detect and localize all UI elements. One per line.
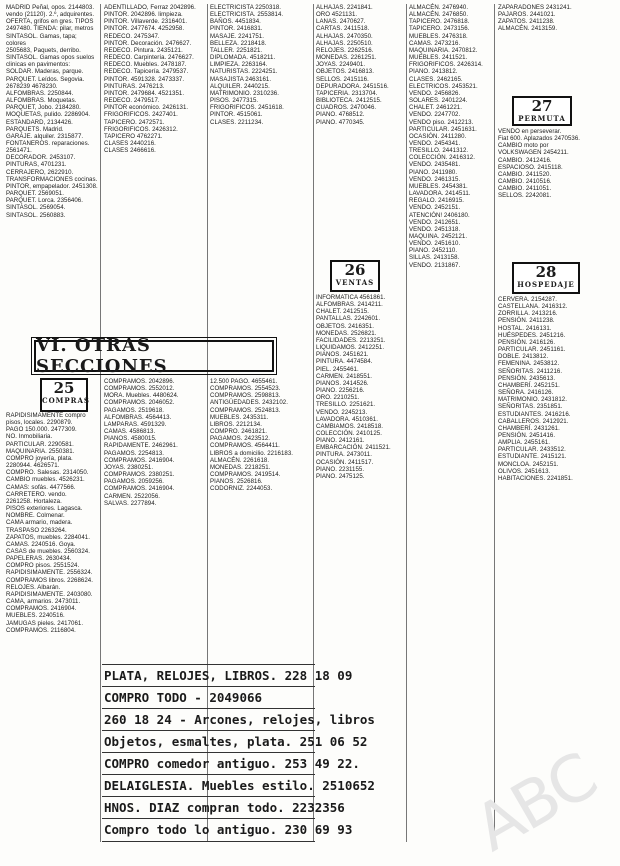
classified-ad: TRASPASO 2263264.: [6, 526, 67, 534]
classified-ad: LIQUIDAMOS. 2412251.: [316, 344, 385, 352]
classified-ad: ESTANDARD, 2134426.: [6, 118, 73, 126]
classified-ad: SOLARES. 2401224.: [409, 97, 468, 105]
classified-ad: CLASES. 2211234.: [210, 118, 264, 126]
classified-ad: DECORADOR. 2453107.: [6, 154, 76, 162]
classified-ad: 2280944. 4626571.: [6, 462, 60, 470]
classified-ad: 2505683, Paquets, derribo.: [6, 46, 81, 54]
classified-ad: DOBLE. 2413812.: [498, 353, 549, 361]
classified-ad: PIANOS. 2526816.: [210, 478, 263, 486]
classified-ad: pisos, locales. 2290879.: [6, 419, 73, 427]
classified-ad: clinicas en pavimentos:: [6, 61, 71, 69]
classified-ad: HUÉSPEDES. 2451216.: [498, 331, 566, 339]
classified-ad: LANAS. 2470627.: [316, 18, 366, 26]
classified-ad: RAPIDAMENTE. 2462961.: [104, 442, 178, 450]
classified-ad: DEPURADORA. 2451516.: [316, 82, 389, 90]
classified-ad: COMPRAMOS. 2598813.: [210, 392, 281, 400]
classified-ad: 2497480. TIENDA: pilar, metros: [6, 25, 94, 33]
classified-ad: SELLOS. 2242081.: [498, 192, 552, 200]
section-26-badge: [330, 260, 380, 292]
classified-ad: PINTOR. 2477674. 4252958.: [104, 25, 185, 33]
classified-ad: ZAPATOS. 2411238.: [498, 18, 555, 26]
classified-ad: VENDO. 2131867.: [409, 261, 461, 269]
classified-ad: ALHAJAS. 2470350.: [316, 32, 373, 40]
classified-ad: PIANO. 2412161.: [316, 437, 365, 445]
column-rule: [406, 4, 407, 842]
classified-ad: NOMBRE. Colmenar.: [6, 512, 65, 520]
section-label: COMPRAS: [42, 396, 90, 405]
classified-ad: PINTOR. 4591328. 2473337.: [104, 75, 185, 83]
section-banner: VI. OTRAS SECCIONES: [34, 340, 274, 372]
classified-ad: MAQUINA. 2452121.: [409, 233, 468, 240]
classified-ad: COLECCIÓN. 2410125.: [316, 429, 382, 437]
classified-ad: FRIGORIFICOS. 2451618.: [210, 104, 284, 112]
classified-ad: CERVERA. 2154287.: [498, 296, 558, 303]
classified-ad: CAMBIO. 2410516.: [498, 178, 552, 186]
classified-ad: LIBROS. 2212134.: [210, 420, 262, 428]
classified-ad: CAMAS: sofás. 4477566.: [6, 483, 76, 491]
classified-ad: REGALO. 2416915.: [409, 197, 465, 205]
classified-ad: NATURISTAS. 2224251.: [210, 68, 278, 76]
classified-ad: LIBROS a domicilio. 2216183.: [210, 449, 294, 457]
watermark: ABC: [462, 739, 609, 866]
classified-ad: FEMENINA. 2453812.: [498, 360, 560, 368]
classified-ad: COMPRO. 2461821.: [210, 428, 268, 436]
classified-ad: CUADROS. 2470046.: [316, 104, 377, 112]
classified-ad: COMPRAMOS. 2416904.: [104, 485, 175, 493]
classified-ad: MASAJE. 2241751.: [210, 32, 264, 40]
display-ad: COMPRO TODO - 2049066: [102, 686, 315, 709]
classified-ad: REDECO. Carpintería. 2476627.: [104, 54, 194, 62]
classified-ad: COMPRAMOS. 2042896.: [104, 378, 175, 385]
classified-ad: CARMEN. 2418551.: [316, 372, 373, 380]
classified-ad: ALFOMBRAS. 2414211.: [316, 301, 383, 309]
classified-ad: ADENTILLADO, Ferraz 2042896.: [104, 4, 196, 11]
classified-ad: PARQUETS. Madrid.: [6, 125, 64, 133]
column-6-top: [498, 4, 616, 94]
classified-ad: MUEBLES. 2476318.: [409, 32, 468, 40]
classified-ad: PAGAMOS. 2254813.: [104, 449, 165, 457]
classified-ad: COMPRO joyería, plata.: [6, 454, 73, 462]
classified-ad: HOSTAL. 2416131.: [498, 324, 552, 332]
classified-ad: PENSIÓN. 2451416.: [498, 431, 556, 439]
display-ad: Objetos, esmaltes, plata. 251 06 52: [102, 730, 315, 753]
classified-ad: PIANOS. 2414526.: [316, 379, 369, 387]
classified-ad: 2261258. Hortaleza.: [6, 497, 62, 505]
classified-ad: SINTASOL. Gamas, tapa; colores: [6, 32, 77, 47]
classified-ad: ALHAJAS. 2250510.: [316, 39, 373, 47]
classified-ad: COMPRAMOS. 2116804.: [6, 626, 76, 634]
column-5: [409, 4, 492, 842]
classified-ad: SOLDAR. Maderas, parque.: [6, 68, 84, 76]
classified-ad: BAÑOS. 4451834.: [210, 18, 261, 26]
classified-ad: REDECO. Muebles. 2478187.: [104, 61, 187, 69]
classified-ad: PIANO. 4770345.: [316, 118, 365, 126]
classified-ad: OLIVOS. 2451613.: [498, 467, 551, 475]
classified-ad: COMPRAMOS. 2046052.: [104, 399, 175, 407]
classified-ad: CARMEN. 2522056.: [104, 492, 161, 500]
column-4-top: [316, 4, 404, 232]
classified-ad: MUEBLES. 2435311.: [210, 413, 269, 421]
classified-ad: VENDO. 2435481.: [409, 161, 461, 169]
classified-ad: PARTICULAR. 2451161.: [498, 346, 566, 354]
classified-ad: PIANO. 4768512.: [316, 111, 365, 119]
classified-ad: PIANOS. 2451621.: [316, 351, 369, 359]
classified-ad: PINTURA. 4474584.: [316, 358, 373, 366]
classified-ad: CAMBIO moto por: [498, 142, 549, 150]
classified-ad: MOQUETAS, pulido. 2286904.: [6, 111, 91, 119]
classified-ad: COMPRAMOS. 2419514.: [210, 471, 281, 479]
display-ad: 260 18 24 - Arcones, relojes, libros: [102, 708, 315, 731]
classified-ad: MASAJISTA 2463161.: [210, 75, 272, 83]
classified-ad: VENDO. 2454341.: [409, 139, 461, 147]
column-1-bottom: [6, 412, 98, 842]
classified-ad: CLASES. 2462165.: [409, 75, 463, 83]
classified-ad: PAPELERAS. 2630434.: [6, 555, 72, 563]
classified-ad: MONEDAS. 2261251.: [316, 54, 377, 62]
classified-ad: PIANO. 2231155.: [316, 465, 365, 473]
classified-ad: PAGAMOS. 2423512.: [210, 435, 271, 443]
classified-ad: ALQUILER. 2440215.: [210, 82, 270, 90]
classified-ad: PINTOR. 2042896. limpieza.: [104, 11, 183, 19]
classified-ad: PIANO. 2413812.: [409, 68, 458, 76]
classified-ad: ESTUDIANTES. 2416216.: [498, 410, 571, 418]
classified-ad: PINTURA. 2473011.: [316, 451, 372, 459]
classified-ad: CAMA armario, madera.: [6, 519, 73, 527]
classified-ad: MADRID Peñal, opos. 2144803.: [6, 4, 95, 11]
classified-ad: HABITACIONES. 2241851.: [498, 474, 573, 482]
classified-ad: ALFOMBRAS. 2250844.: [6, 89, 74, 97]
classified-ad: ORO 4521131.: [316, 11, 358, 19]
classified-ad: VENDO. 2452151.: [409, 204, 461, 212]
classified-ad: PAGAMOS. 2519618.: [104, 406, 165, 414]
classified-ad: MAQUINARIA. 2550381.: [6, 447, 75, 455]
display-ad: Compro todo lo antiguo. 230 69 93: [102, 818, 315, 842]
section-number: 25: [53, 379, 75, 397]
classified-ad: SEÑORITAS. 2411216.: [498, 367, 563, 375]
section-number: 28: [535, 263, 557, 281]
classified-ad: REDECO. Tapicería. 2479537.: [104, 68, 189, 76]
classified-ad: COMPRAMOS. 2380251.: [104, 471, 175, 479]
classified-ad: TAPICERO. 2472571.: [104, 118, 165, 126]
classified-ad: COMPRAMOS libros. 2268624.: [6, 576, 93, 584]
section-25-badge: [40, 378, 88, 412]
column-2-top: [104, 4, 205, 338]
classified-ad: PINTOR. Villaverde. 2316401.: [104, 18, 188, 26]
classified-ad: CAMAS. 2473216.: [409, 39, 461, 47]
display-ad: DELAIGLESIA. Muebles estilo. 2510652: [102, 774, 315, 797]
classified-ad: PIANO. 2256216.: [316, 387, 365, 395]
classified-ad: VENDO. 2456826.: [409, 89, 461, 97]
section-28-badge: [512, 262, 580, 294]
classified-ad: PENSIÓN. 2416126.: [498, 338, 556, 346]
classified-ad: MONEDAS. 2526821.: [316, 329, 377, 337]
classified-ad: FONTANEROS. reparaciones. 2561471.: [6, 139, 90, 155]
classified-ad: MUEBLES. 2454381.: [409, 182, 468, 190]
section-label: PERMUTA: [518, 114, 566, 123]
classified-ad: RELOJES. 2262516.: [316, 46, 374, 54]
classified-ad: CARTAS. 2411518.: [316, 25, 370, 33]
classified-ad: vendo (21120). 2.º, adquirentes.: [6, 11, 95, 19]
classified-ad: PARQUET, Jobo. 2184280.: [6, 104, 81, 112]
classified-ad: PENSIÓN. 2411238.: [498, 317, 555, 325]
classified-ad: RAPIDISIMAMENTE compro: [6, 412, 86, 419]
classified-ad: TAPICERO 4762271.: [104, 132, 163, 140]
classified-ad: 2678239 4678230.: [6, 82, 58, 90]
column-4-bottom: [316, 294, 404, 842]
classified-ad: COLECCIÓN. 2416312.: [409, 154, 475, 162]
classified-ad: PINTURAS. 2476213.: [104, 82, 165, 90]
classified-ad: MUEBLES. 2240516.: [6, 612, 65, 620]
classified-ad: CAMBIO. 2411520.: [498, 170, 552, 178]
classified-ad: TAPICERIA. 2313704.: [316, 89, 378, 97]
classified-ad: MONCLOA. 2452151.: [498, 460, 559, 468]
classified-ad: PIANO. 2411980.: [409, 168, 458, 176]
classified-ad: ALMACÉN. 2476850.: [409, 11, 469, 19]
classified-ad: VENDO en perseverar.: [498, 128, 562, 135]
classified-ad: PARQUET. Leídos. Segovia.: [6, 75, 85, 83]
classified-ad: MATRIMONIO. 2431812.: [498, 396, 567, 404]
classified-ad: PISOS exteriores. Lagasca.: [6, 505, 83, 513]
classified-ad: OFERTA, grifos en gres. TIPOS: [6, 18, 94, 26]
classified-ad: ZAPARADONES 2431241.: [498, 4, 572, 11]
classified-ad: CLASES 2466616.: [104, 147, 156, 155]
classified-ad: EMBARCACIÓN. 2411521.: [316, 444, 391, 452]
classified-ad: ANTIGÜEDADES. 2432102.: [210, 399, 288, 407]
classified-ad: PARTICULAR. 2290581.: [6, 440, 74, 448]
classified-ad: CHAMBERÍ. 2452151.: [498, 381, 560, 389]
classified-ad: ESTUDIANTE. 2415121.: [498, 453, 567, 461]
classified-ad: COMPRAMOS. 2416904.: [104, 456, 175, 464]
classified-ad: TRANSFORMACIONES cocinas.: [6, 175, 98, 183]
classified-ad: CAMBIO. 2412416.: [498, 156, 552, 164]
classified-ad: JOYAS. 2380251.: [104, 463, 154, 471]
classified-ad: ALHAJAS. 2241841.: [316, 4, 373, 11]
classified-ad: PAGO 150.000. 2477309.: [6, 426, 77, 434]
section-number: 26: [344, 261, 366, 279]
classified-ad: CHAMBERÍ. 2431261.: [498, 424, 560, 432]
classified-ad: RAPIDISIMAMENTE. 2403080.: [6, 590, 93, 598]
classified-ad: PARTICULAR. 2451631.: [409, 125, 477, 133]
classified-ad: LAVADORA. 2414511.: [409, 190, 471, 198]
display-ad: PLATA, RELOJES, LIBROS. 228 18 09: [102, 664, 315, 687]
section-27-badge: [512, 96, 572, 126]
classified-ad: ESPACIOSO. 2415118.: [498, 163, 563, 171]
classified-ad: FRIGORIFICOS. 2426314.: [409, 61, 483, 69]
classified-ad: CHALET. 2461221.: [409, 104, 462, 112]
classified-ad: SILLAS. 2413158.: [409, 254, 460, 262]
classified-ad: PAJAROS. 2441021.: [498, 11, 556, 19]
display-ad: COMPRO comedor antiguo. 253 49 22.: [102, 752, 315, 775]
classified-ad: PAGAMOS. 2059256.: [104, 478, 165, 486]
classified-ad: CASAS de muebles. 2560324.: [6, 547, 90, 555]
classified-ad: SINTASOL. 2569054.: [6, 204, 66, 212]
classified-ad: OCASIÓN. 2411280.: [409, 132, 467, 140]
classified-ad: ALMACÉN. 2476940.: [409, 4, 469, 11]
classified-ad: SEÑORITAS. 2351851.: [498, 403, 563, 411]
classified-ad: CERRAJERO, 2622910.: [6, 168, 74, 176]
section-number: 27: [531, 97, 553, 115]
section-label: HOSPEDAJE: [517, 280, 575, 289]
classified-ad: NO. Inmobiliaria.: [6, 433, 53, 441]
classified-ad: AMPLIA. 2455161.: [498, 439, 550, 447]
classified-ad: JAMUGAS pieles. 2417061.: [6, 619, 84, 627]
column-rule: [100, 4, 101, 842]
classified-ad: VENDO. 2412651.: [409, 218, 461, 226]
classified-ad: COMPRAMOS. 4564411.: [210, 442, 280, 450]
classified-ad: GARAJE. alquiler. 2315877.: [6, 132, 84, 140]
classified-ad: VENDO. 2247702.: [409, 111, 461, 119]
classified-ad: ALMACÉN. 2261618.: [210, 456, 270, 464]
classified-ad: PINTURAS, 4701231.: [6, 161, 67, 169]
classified-ad: INFORMATICA 4561861.: [316, 294, 386, 301]
classified-ad: LIMPIEZA. 2263164.: [210, 61, 268, 69]
classified-ad: CAMAS. 2240516. Goya.: [6, 540, 76, 548]
classified-ad: SALVAS. 2277894.: [104, 499, 157, 507]
classified-ad: REDECO. 2479517.: [104, 97, 160, 105]
classified-ad: CABALLEROS. 2412921.: [498, 417, 569, 425]
classified-ad: PENSIÓN. 2435613.: [498, 374, 556, 382]
classified-ad: PIANO. 2452110.: [409, 247, 458, 255]
classified-ad: ZORRILLA. 2413216.: [498, 310, 558, 318]
classified-ad: MUEBLES. 2411521.: [409, 54, 468, 62]
classified-ad: CODORNIZ. 2244053.: [210, 485, 273, 493]
classified-ad: ATENCIÓN! 2406180.: [409, 211, 470, 219]
classified-ad: VENDO. 2245213.: [316, 408, 368, 416]
classified-ad: VENDO. 2451610.: [409, 240, 461, 248]
classified-ad: OBJETOS. 2416351.: [316, 322, 374, 330]
classified-ad: REDECO. 2475347.: [104, 32, 160, 40]
classified-ad: PARQUET. Lorca. 2356406.: [6, 197, 83, 205]
classified-ad: PARQUET. 2569051.: [6, 190, 64, 198]
column-6-middle: [498, 128, 616, 256]
classified-ad: ELECTRICISTA 2250318.: [210, 4, 282, 11]
display-ad: HNOS. DIAZ compran todo. 2232356: [102, 796, 315, 819]
classified-ad: RAPIDISIMAMENTE. 2556324.: [6, 569, 93, 577]
classified-ad: COMPRAMOS. 2554523.: [210, 385, 281, 393]
classified-ad: COMPRO pisos. 2551524.: [6, 562, 80, 570]
classified-ad: 12.500 PAGO. 4655461.: [210, 378, 278, 385]
classified-ad: OBJETOS. 2416813.: [316, 68, 374, 76]
classified-ad: PINTOR. 4515061.: [210, 111, 263, 119]
section-label: VENTAS: [335, 278, 375, 287]
classified-ad: PIANO. 2475125.: [316, 472, 365, 480]
classified-ad: FRIGORIFICOS. 2426312.: [104, 125, 178, 133]
classified-ad: ELECTRICOS. 2453521.: [409, 82, 478, 90]
classified-ad: ORO. 2210251.: [316, 394, 360, 402]
classified-ad: TALLER. 2251821.: [210, 46, 263, 54]
classified-ad: TRESILLO. 2441312.: [409, 147, 469, 155]
classified-ad: REDECO. Pintura. 2435121.: [104, 46, 183, 54]
classified-ad: SEÑORA. 2416126.: [498, 389, 554, 397]
classified-ad: VENDO piso. 2412213.: [409, 118, 474, 126]
classified-ad: VENDO. 2461315.: [409, 175, 461, 183]
classified-ad: MORA. Muebles. 4480624.: [104, 392, 179, 400]
classified-ad: TAPICERO. 2473156.: [409, 25, 470, 33]
classified-ad: SINTASOL. Gamas opos suelos: [6, 54, 95, 62]
classified-ad: PINTOR. Decoración. 2476627.: [104, 39, 192, 47]
classified-ad: COMPRAMOS. 2416904.: [6, 605, 77, 613]
classified-ad: LAVADORA. 4510361.: [316, 415, 378, 423]
column-2-bottom: [104, 378, 205, 664]
classified-ad: FACILIDADES. 2213251.: [316, 336, 386, 344]
column-3-bottom: [210, 378, 311, 664]
classified-ad: FRIGORIFICOS. 2427401.: [104, 111, 178, 119]
classified-ad: CAMBIAMOS. 2418518.: [316, 422, 383, 430]
classified-ad: ALFOMBRAS. 4564413.: [104, 413, 172, 421]
classified-ad: SELLOS. 2415116.: [316, 75, 369, 83]
classified-ad: PARTICULAR. 2433512.: [498, 446, 566, 454]
column-rule: [494, 4, 495, 842]
classified-ad: CAMBIO. 2411051.: [498, 185, 552, 193]
classified-ad: PINTOR económico. 2426131.: [104, 104, 189, 112]
column-1-top: [6, 4, 98, 338]
classified-ad: LAMPARAS. 4591329.: [104, 420, 167, 428]
classified-ad: TAPICERO. 2476818.: [409, 18, 470, 26]
classified-ad: COMPRO. Salesas. 2314050.: [6, 469, 89, 477]
classified-ad: CAMAS. 4586813.: [104, 428, 156, 436]
classified-ad: PIEL. 2455461.: [316, 365, 359, 373]
classified-ad: OCASIÓN. 2411517.: [316, 458, 374, 466]
classified-ad: MAQUINARIA. 2470812.: [409, 46, 478, 54]
classified-ad: RELOJES. Albarán.: [6, 583, 61, 591]
classified-ad: JOYAS. 2249401.: [316, 61, 366, 69]
classified-ad: CASTELLANA. 2416312.: [498, 303, 568, 311]
column-3-top: [210, 4, 311, 338]
classified-ad: PANTALLAS. 2242601.: [316, 315, 381, 323]
classified-ad: MATRIMONIO. 2310236.: [210, 89, 279, 97]
classified-ad: VENDO. 2451318.: [409, 225, 461, 233]
classified-ad: ALMACÉN. 2413159.: [498, 25, 558, 33]
classified-ad: ZAPATOS, muebles. 2284041.: [6, 533, 90, 541]
classified-ad: Fiat 600. Aplazados 2470536.: [498, 135, 581, 143]
classified-ad: CARRETERO. vendo.: [6, 490, 67, 498]
classified-ad: CLASES 2440216.: [104, 139, 156, 147]
classified-ad: BIBLIOTECA. 2412515.: [316, 97, 382, 105]
classified-ad: SINTASOL. 2560883.: [6, 211, 66, 219]
classified-ad: PINTOR. 2416831.: [210, 25, 263, 33]
classified-ad: MONEDAS. 2218251.: [210, 463, 271, 471]
classified-ad: ALFOMBRAS. Moquetas.: [6, 97, 77, 105]
classified-ad: PINTOR. 2479684. 4521351.: [104, 89, 185, 97]
classified-ad: TRESILLO. 2251621.: [316, 401, 376, 409]
classified-ad: DIPLOMADA. 4518211.: [210, 54, 276, 62]
classified-ad: PISOS. 2477315.: [210, 97, 259, 105]
classified-ad: CAMA, armarios. 2473011.: [6, 598, 81, 606]
classified-ad: PINTOR, empapelador. 2451308.: [6, 182, 98, 190]
classified-ad: PIANOS. 4580015.: [104, 435, 157, 443]
classified-ad: ELECTRICISTA. 2553814.: [210, 11, 284, 19]
classified-ad: BELLEZA. 2218418.: [210, 39, 267, 47]
classified-ad: VOLKSWAGEN 2454211.: [498, 149, 569, 157]
classified-ad: CAMBIO muebles. 4526231.: [6, 476, 85, 484]
classified-ad: CHALET. 2412515.: [316, 308, 369, 316]
classified-ad: COMPRAMOS. 2552012.: [104, 385, 175, 393]
classified-ad: COMPRAMOS. 2524813.: [210, 406, 281, 414]
